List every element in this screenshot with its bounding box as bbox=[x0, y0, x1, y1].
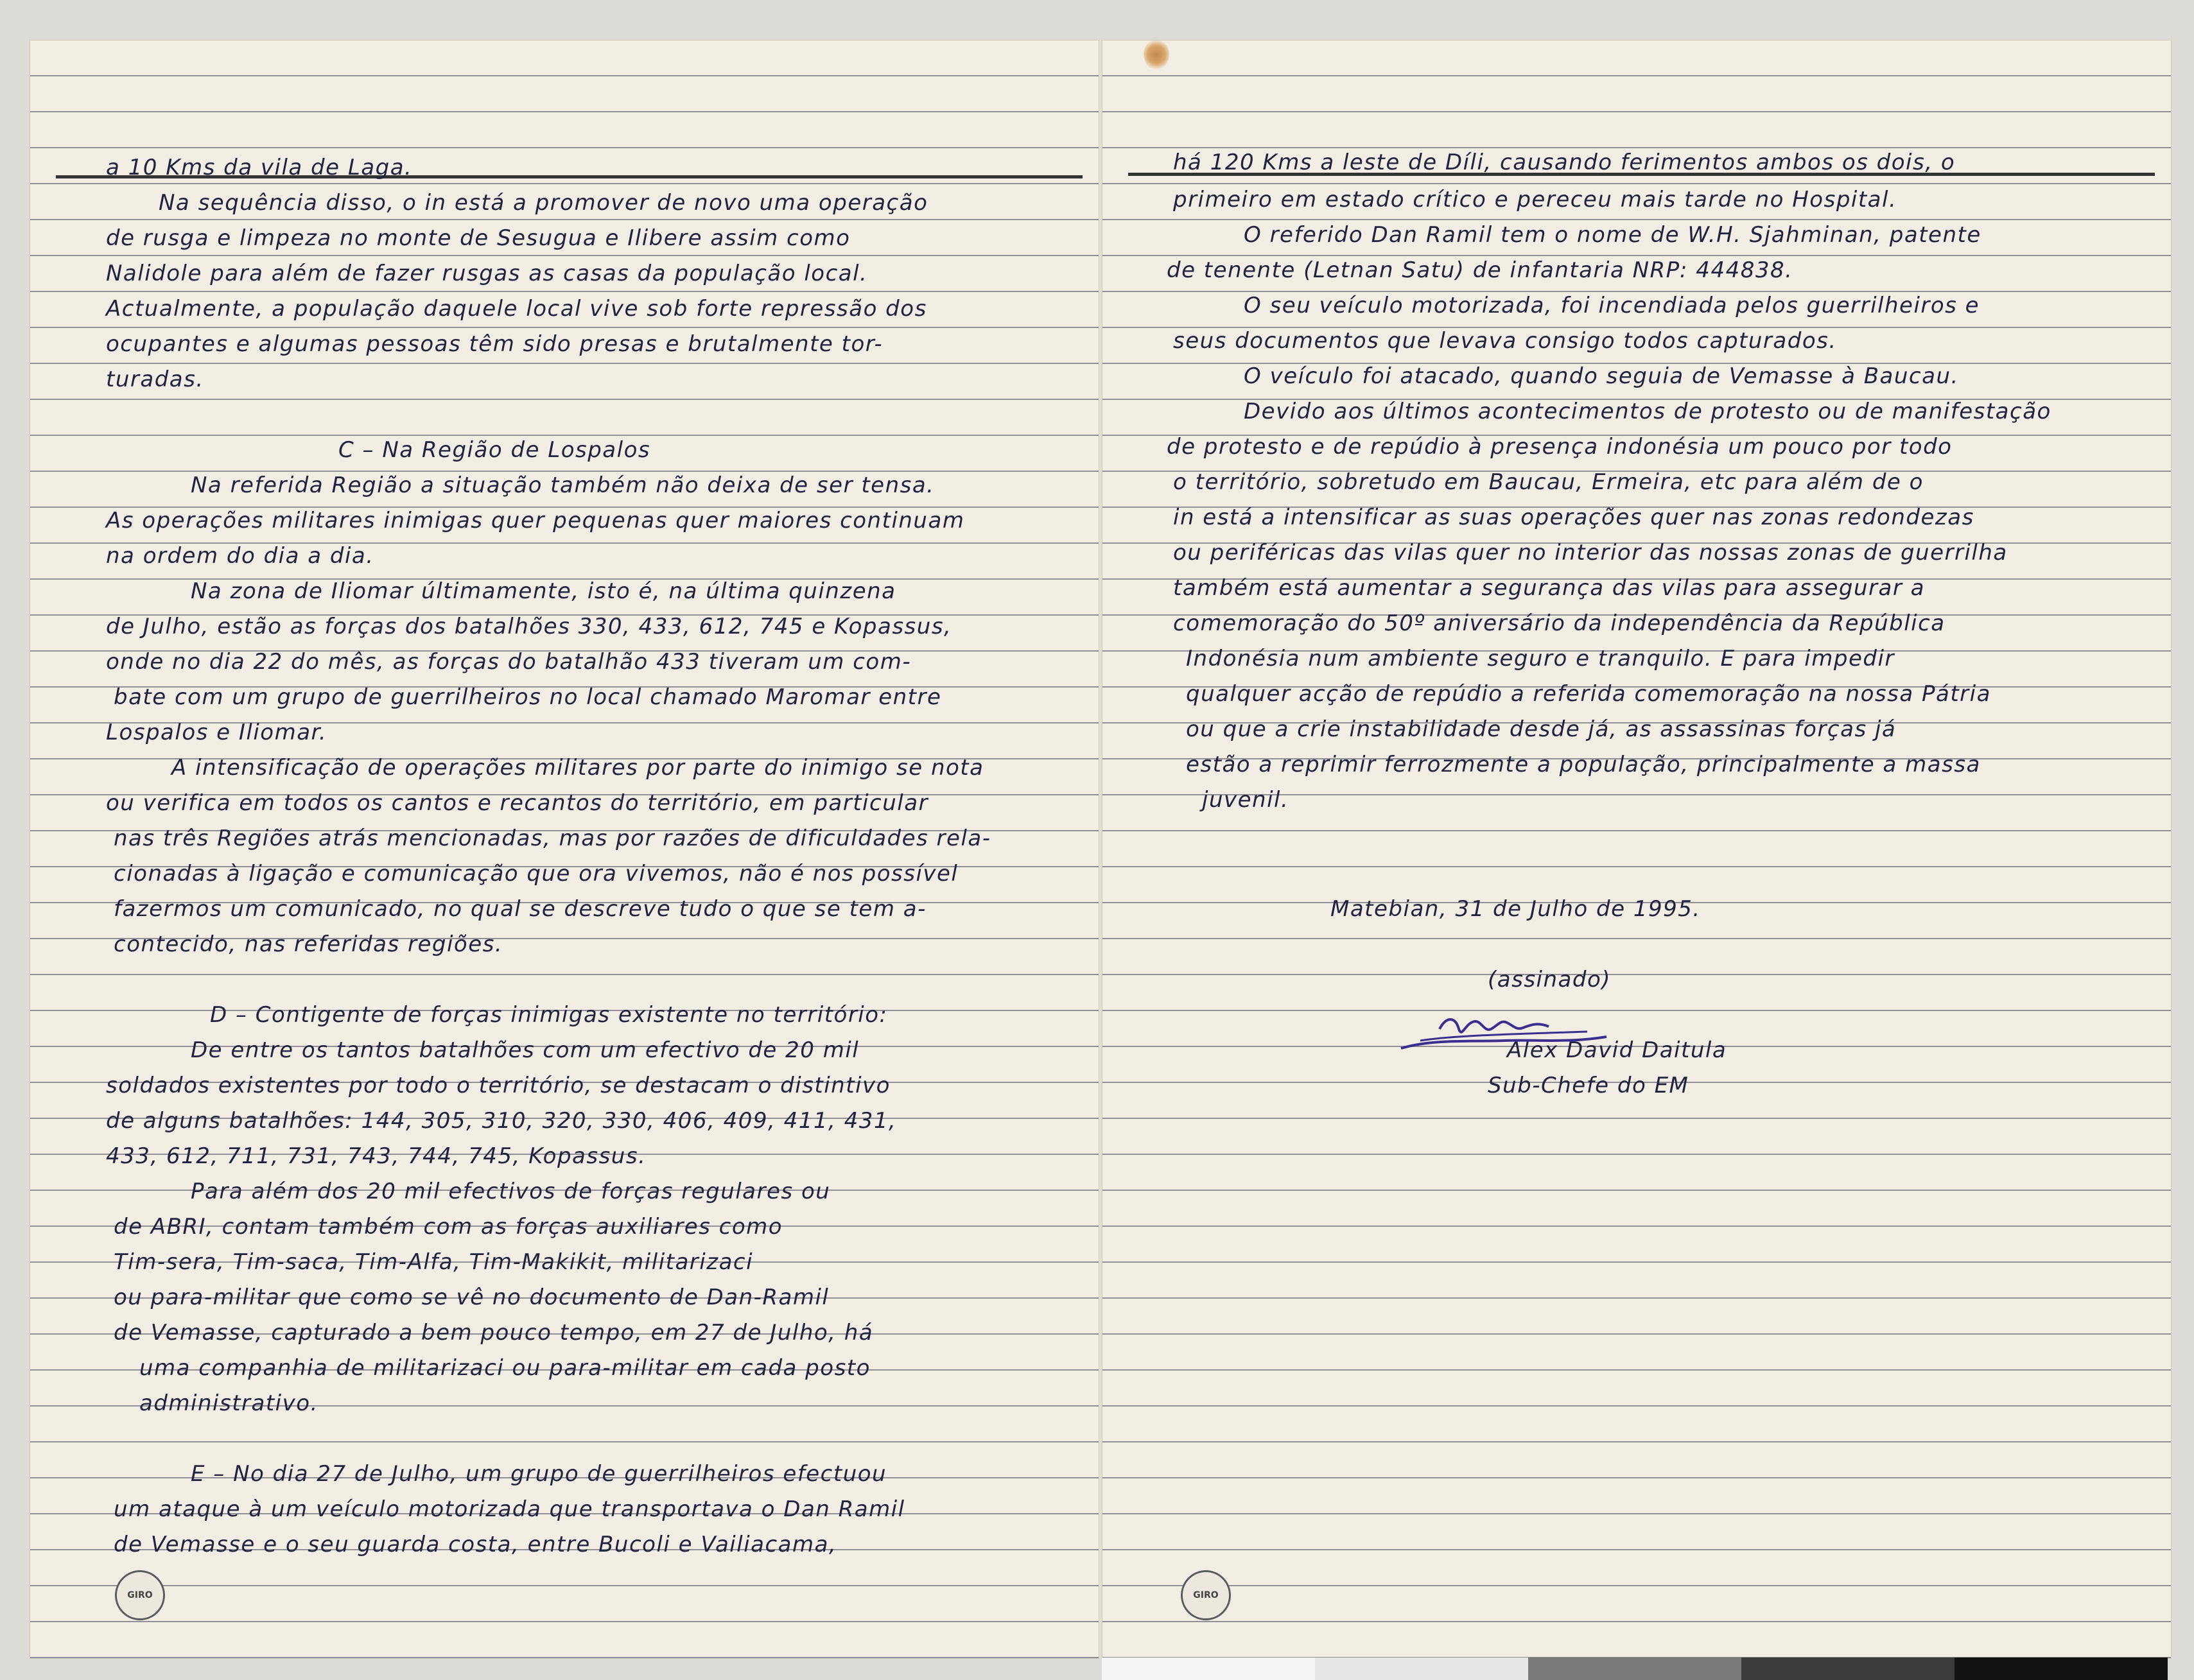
text-line: Actualmente, a população daquele local vive sob forte repressão dos bbox=[106, 296, 927, 322]
text-line: administrativo. bbox=[139, 1390, 318, 1416]
text-line: Tim-sera, Tim-saca, Tim-Alfa, Tim-Makikit, militarizaci bbox=[114, 1249, 754, 1275]
paper-brand-stamp bbox=[1181, 1570, 1231, 1620]
text-line: Na referida Região a situação também não deixa de ser tensa. bbox=[191, 472, 935, 498]
text-line: ou periféricas das vilas quer no interior das nossas zonas de guerrilha bbox=[1173, 540, 2008, 566]
text-line: primeiro em estado crítico e pereceu mais tarde no Hospital. bbox=[1173, 187, 1897, 212]
text-line: qualquer acção de repúdio a referida comemoração na nossa Pátria bbox=[1186, 681, 1991, 707]
text-line: Indonésia num ambiente seguro e tranquilo. E para impedir bbox=[1186, 646, 1895, 671]
left-page bbox=[30, 40, 1099, 1659]
text-line: Para além dos 20 mil efectivos de forças regulares ou bbox=[191, 1179, 831, 1204]
text-line: também está aumentar a segurança das vilas para assegurar a bbox=[1173, 575, 1925, 601]
text-line: de protesto e de repúdio à presença indonésia um pouco por todo bbox=[1167, 434, 1953, 460]
section-heading: D – Contigente de forças inimigas existente no território: bbox=[210, 1002, 888, 1028]
text-line: Devido aos últimos acontecimentos de protesto ou de manifestação bbox=[1244, 399, 2051, 424]
text-line: ou verifica em todos os cantos e recantos do território, em particular bbox=[106, 790, 929, 816]
section-heading: C – Na Região de Lospalos bbox=[338, 437, 651, 463]
text-line: a 10 Kms da vila de Laga. bbox=[106, 155, 413, 180]
text-line: O referido Dan Ramil tem o nome de W.H. Sjahminan, patente bbox=[1244, 222, 1981, 248]
text-line: ocupantes e algumas pessoas têm sido presas e brutalmente tor- bbox=[106, 331, 884, 357]
text-line: na ordem do dia a dia. bbox=[106, 543, 374, 569]
section-heading: E – No dia 27 de Julho, um grupo de guerrilheiros efectuou bbox=[191, 1461, 887, 1487]
text-line: Nalidole para além de fazer rusgas as casas da população local. bbox=[106, 261, 868, 286]
text-line: de alguns batalhões: 144, 305, 310, 320, 330, 406, 409, 411, 431, bbox=[106, 1108, 897, 1134]
text-line: cionadas à ligação e comunicação que ora vivemos, não é nos possível bbox=[114, 861, 959, 887]
signed-label: (assinado) bbox=[1488, 967, 1612, 992]
text-line: de Vemasse e o seu guarda costa, entre Bucoli e Vailiacama, bbox=[114, 1532, 837, 1557]
text-line: de tenente (Letnan Satu) de infantaria NRP: 444838. bbox=[1167, 257, 1793, 283]
text-line: soldados existentes por todo o território, se destacam o distintivo bbox=[106, 1073, 891, 1098]
text-line: fazermos um comunicado, no qual se descreve tudo o que se tem a- bbox=[114, 896, 927, 922]
text-line: de ABRI, contam também com as forças auxiliares como bbox=[114, 1214, 783, 1240]
stamp-text: GIRO bbox=[1193, 1590, 1219, 1600]
text-line: há 120 Kms a leste de Díli, causando ferimentos ambos os dois, o bbox=[1173, 150, 1956, 175]
text-line: nas três Regiões atrás mencionadas, mas por razões de dificuldades rela- bbox=[114, 826, 991, 851]
text-line: A intensificação de operações militares por parte do inimigo se nota bbox=[171, 755, 984, 781]
handwritten-signature bbox=[1395, 1003, 1613, 1061]
text-line: de Julho, estão as forças dos batalhões 330, 433, 612, 745 e Kopassus, bbox=[106, 614, 952, 639]
text-line: um ataque à um veículo motorizada que transportava o Dan Ramil bbox=[114, 1496, 905, 1522]
text-line: O veículo foi atacado, quando seguia de Vemasse à Baucau. bbox=[1244, 363, 1959, 389]
text-line: ou que a crie instabilidade desde já, as assassinas forças já bbox=[1186, 716, 1897, 742]
text-line: comemoração do 50º aniversário da independência da República bbox=[1173, 611, 1946, 636]
scan-color-calibration-bar bbox=[1102, 1658, 2168, 1680]
text-line: de Vemasse, capturado a bem pouco tempo, em 27 de Julho, há bbox=[114, 1320, 874, 1346]
text-line: estão a reprimir ferrozmente a população, principalmente a massa bbox=[1186, 752, 1981, 777]
text-line: Na zona de Iliomar últimamente, isto é, na última quinzena bbox=[191, 578, 896, 604]
text-line: de rusga e limpeza no monte de Sesugua e Ilibere assim como bbox=[106, 225, 851, 251]
signature-name: Alex David Daitula bbox=[1507, 1037, 1727, 1063]
text-line: seus documentos que levava consigo todos capturados. bbox=[1173, 328, 1837, 354]
signature-title: Sub-Chefe do EM bbox=[1488, 1073, 1689, 1098]
text-line: turadas. bbox=[106, 367, 204, 392]
text-line: onde no dia 22 do mês, as forças do batalhão 433 tiveram um com- bbox=[106, 649, 912, 675]
stamp-text: GIRO bbox=[127, 1590, 153, 1600]
text-line: in está a intensificar as suas operações quer nas zonas redondezas bbox=[1173, 505, 1974, 530]
text-line: contecido, nas referidas regiões. bbox=[114, 931, 503, 957]
text-line: ou para-militar que como se vê no documento de Dan-Ramil bbox=[114, 1285, 830, 1310]
date-line: Matebian, 31 de Julho de 1995. bbox=[1330, 896, 1701, 922]
text-line: As operações militares inimigas quer pequenas quer maiores continuam bbox=[106, 508, 965, 533]
text-line: juvenil. bbox=[1202, 787, 1289, 813]
text-line: o território, sobretudo em Baucau, Ermeira, etc para além de o bbox=[1173, 469, 1924, 495]
text-line: O seu veículo motorizada, foi incendiada pelos guerrilheiros e bbox=[1244, 293, 1980, 318]
text-line: bate com um grupo de guerrilheiros no local chamado Maromar entre bbox=[114, 684, 942, 710]
ink-stain bbox=[1144, 39, 1169, 70]
paper-brand-stamp bbox=[115, 1570, 165, 1620]
text-line: uma companhia de militarizaci ou para-militar em cada posto bbox=[139, 1355, 871, 1381]
text-line: Lospalos e Iliomar. bbox=[106, 720, 327, 745]
text-line: De entre os tantos batalhões com um efectivo de 20 mil bbox=[191, 1037, 860, 1063]
text-line: 433, 612, 711, 731, 743, 744, 745, Kopassus. bbox=[106, 1143, 647, 1169]
right-page bbox=[1102, 40, 2172, 1659]
text-line: Na sequência disso, o in está a promover de novo uma operação bbox=[159, 190, 928, 216]
